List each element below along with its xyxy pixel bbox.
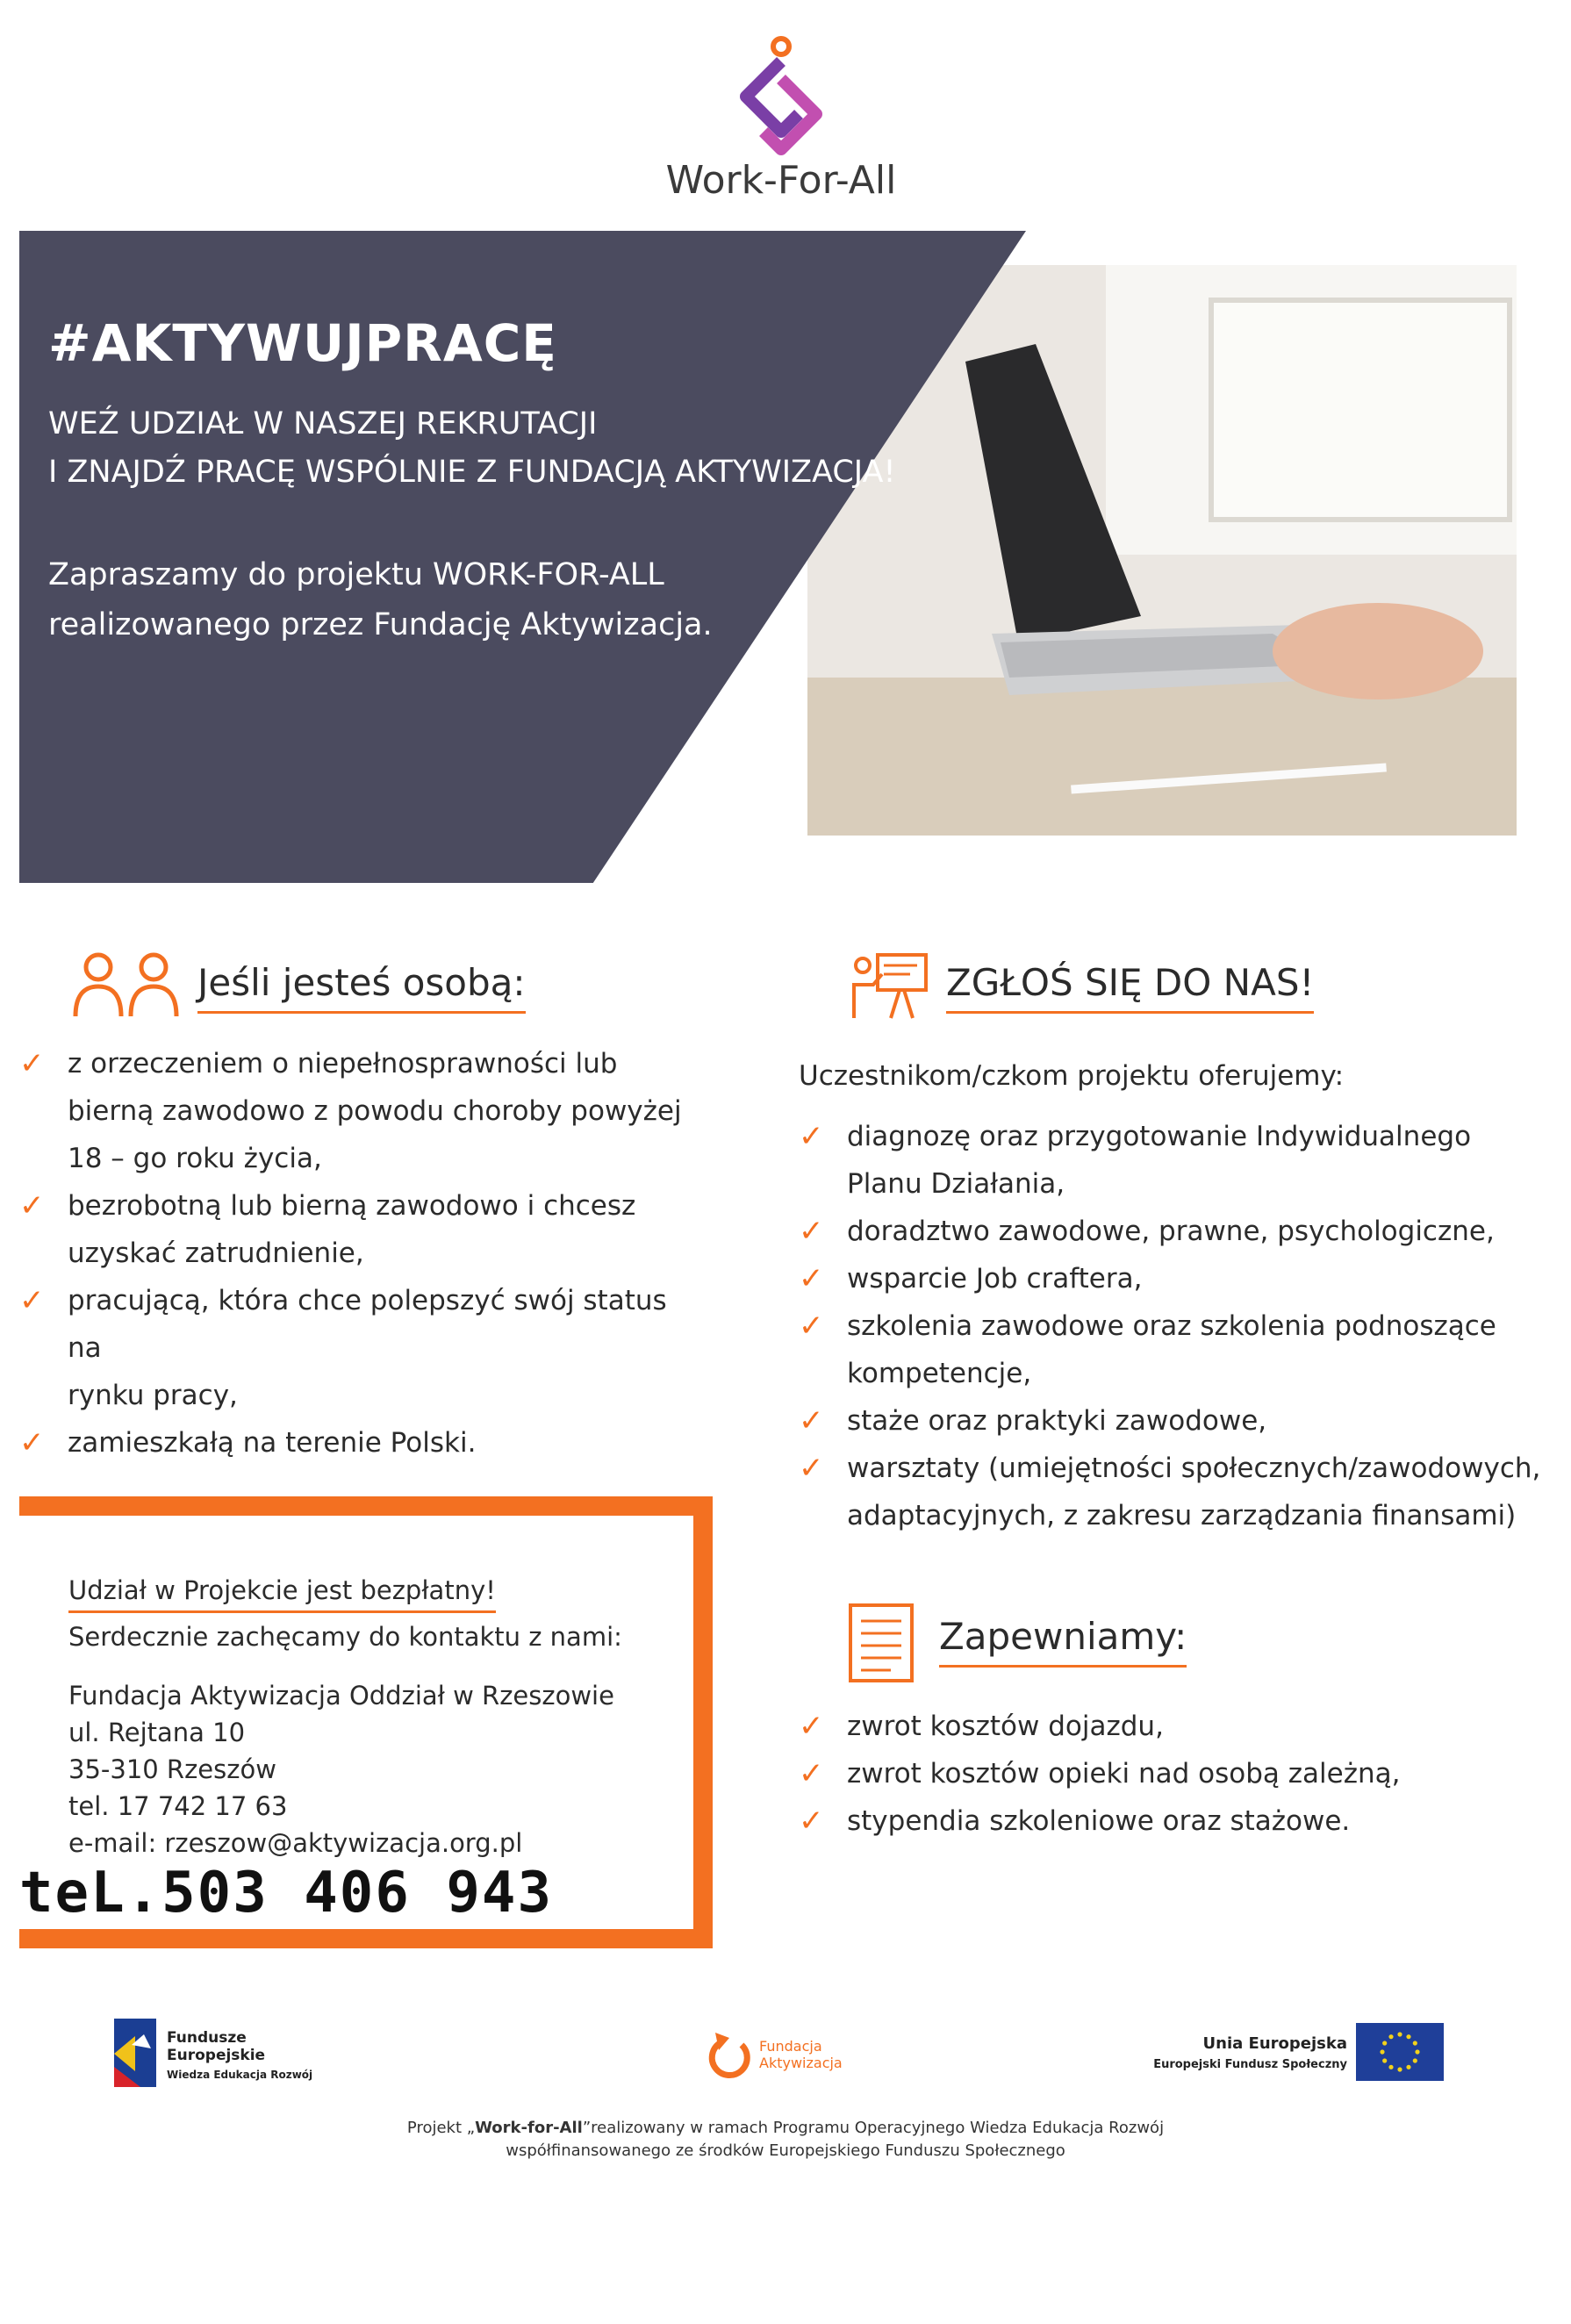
check-icon: ✓ [799,1756,824,1791]
check-icon: ✓ [799,1309,824,1344]
ensure-list [799,1703,1553,1845]
check-icon: ✓ [799,1261,824,1296]
list-item [799,1445,1553,1492]
offer-list [799,1113,1553,1539]
contact-city: 35-310 Rzeszów [68,1754,276,1784]
ensure-heading: Zapewniamy: [939,1615,1187,1668]
hero-intro-2: realizowanego przez Fundację Aktywizacja. [48,607,713,642]
list-item [19,1087,704,1135]
eu-star-icon [1380,2049,1384,2054]
list-item-text: pracującą, która chce polepszyć swój status na [68,1285,667,1364]
list-item-text: staże oraz praktyki zawodowe, [847,1405,1267,1437]
list-item [799,1208,1553,1255]
eu-star-icon [1406,2034,1410,2039]
fa-logo-text [759,2038,843,2071]
footer-line-1-pre: Projekt „ [406,2119,476,2137]
list-item-text: stypendia szkoleniowe oraz stażowe. [847,1805,1351,1837]
eu-subtitle: Europejski Fundusz Społeczny [1153,2058,1347,2071]
check-icon: ✓ [19,1188,45,1223]
list-item-text: doradztwo zawodowe, prawne, psychologiczne, [847,1216,1495,1247]
eligibility-list [19,1040,704,1467]
list-item [19,1277,704,1372]
free-participation-note: Udział w Projekcie jest bezpłatny! [68,1575,496,1613]
check-icon: ✓ [19,1425,45,1460]
list-item [19,1040,704,1087]
list-item-text: bierną zawodowo z powodu choroby powyżej [68,1095,682,1127]
fa-line2: Aktywizacja [759,2055,843,2071]
fa-logo-icon [707,2026,755,2083]
fe-logo-icon [114,2019,156,2087]
fa-line1: Fundacja [759,2038,822,2055]
list-item [799,1750,1553,1797]
list-item [799,1302,1553,1350]
list-item-text: kompetencje, [847,1358,1032,1389]
list-item-text: zamieszkałą na terenie Polski. [68,1427,477,1459]
list-item-text: szkolenia zawodowe oraz szkolenia podnoszące [847,1310,1496,1342]
document-list-icon [847,1602,917,1685]
brand-name: Work-For-All [665,158,897,203]
list-item [799,1113,1553,1160]
list-item-text: diagnozę oraz przygotowanie Indywidualnego [847,1121,1472,1152]
list-item [799,1492,1553,1539]
list-item-text: warsztaty (umiejętności społecznych/zawodowych, [847,1452,1541,1484]
fe-subtitle: Wiedza Edukacja Rozwój [167,2069,313,2081]
eu-star-icon [1413,2058,1417,2062]
eu-star-icon [1388,2034,1393,2039]
eu-star-icon [1397,2032,1402,2036]
people-icon [70,950,184,1020]
footer-line-1 [0,2119,1571,2137]
list-item [799,1160,1553,1208]
hero-intro-1: Zapraszamy do projektu WORK-FOR-ALL [48,557,664,592]
apply-heading: ZGŁOŚ SIĘ DO NAS! [946,961,1314,1014]
eu-star-icon [1415,2049,1419,2054]
list-item [19,1372,704,1419]
hero-headline-2: I ZNAJDŹ PRACĘ WSPÓLNIE Z FUNDACJĄ AKTYWIZACJA! [48,455,896,490]
list-item [799,1255,1553,1302]
hero-headline-1: WEŹ UDZIAŁ W NASZEJ REKRUTACJI [48,406,598,441]
check-icon: ✓ [19,1283,45,1318]
offer-intro: Uczestnikom/czkom projektu oferujemy: [799,1060,1345,1092]
list-item-text: z orzeczeniem o niepełnosprawności lub [68,1048,618,1080]
list-item-text: rynku pracy, [68,1380,238,1411]
contact-email: e-mail: rzeszow@aktywizacja.org.pl [68,1828,523,1858]
list-item-text: adaptacyjnych, z zakresu zarządzania finansami) [847,1500,1517,1531]
eu-star-icon [1406,2065,1410,2069]
footer-line-2: współfinansowanego ze środków Europejskiego Funduszu Społecznego [506,2141,1065,2160]
list-item [799,1797,1553,1845]
list-item [19,1135,704,1182]
list-item [799,1350,1553,1397]
eu-star-icon [1413,2041,1417,2045]
footer-line-1-post: ”realizowany w ramach Programu Operacyjnego Wiedza Edukacja Rozwój [582,2119,1165,2137]
list-item-text: bezrobotną lub bierną zawodowo i chcesz [68,1190,636,1222]
presenter-icon [847,948,930,1022]
contact-phone: tel. 17 742 17 63 [68,1791,288,1821]
contact-org: Fundacja Aktywizacja Oddział w Rzeszowie [68,1681,614,1711]
eu-flag-icon [1356,2023,1444,2081]
list-item-text: zwrot kosztów opieki nad osobą zależną, [847,1758,1401,1790]
footer-line-1-bold: Work-for-All [475,2119,583,2137]
check-icon: ✓ [799,1804,824,1839]
contact-street: ul. Rejtana 10 [68,1718,246,1747]
eu-title: Unia Europejska [1202,2034,1347,2053]
check-icon: ✓ [19,1046,45,1081]
list-item [799,1703,1553,1750]
check-icon: ✓ [799,1709,824,1744]
list-item-text: uzyskać zatrudnienie, [68,1237,364,1269]
hero-hashtag: #AKTYWUJPRACĘ [48,313,557,373]
fe-title: Fundusze Europejskie [167,2029,266,2064]
check-icon: ✓ [799,1451,824,1486]
eu-star-icon [1388,2065,1393,2069]
list-item-text: wsparcie Job craftera, [847,1263,1143,1295]
eu-star-icon [1382,2041,1387,2045]
list-item-text: Planu Działania, [847,1168,1065,1200]
list-item [19,1419,704,1467]
eligibility-heading: Jeśli jesteś osobą: [197,961,526,1014]
list-item-text: 18 – go roku życia, [68,1143,322,1174]
list-item [799,1397,1553,1445]
check-icon: ✓ [799,1403,824,1438]
check-icon: ✓ [799,1119,824,1154]
handwritten-phone: teL.503 406 943 [19,1861,553,1926]
contact-invite: Serdecznie zachęcamy do kontaktu z nami: [68,1622,622,1652]
list-item [19,1230,704,1277]
check-icon: ✓ [799,1214,824,1249]
list-item [19,1182,704,1230]
eu-star-icon [1397,2067,1402,2071]
list-item-text: zwrot kosztów dojazdu, [847,1711,1164,1742]
eu-star-icon [1382,2058,1387,2062]
